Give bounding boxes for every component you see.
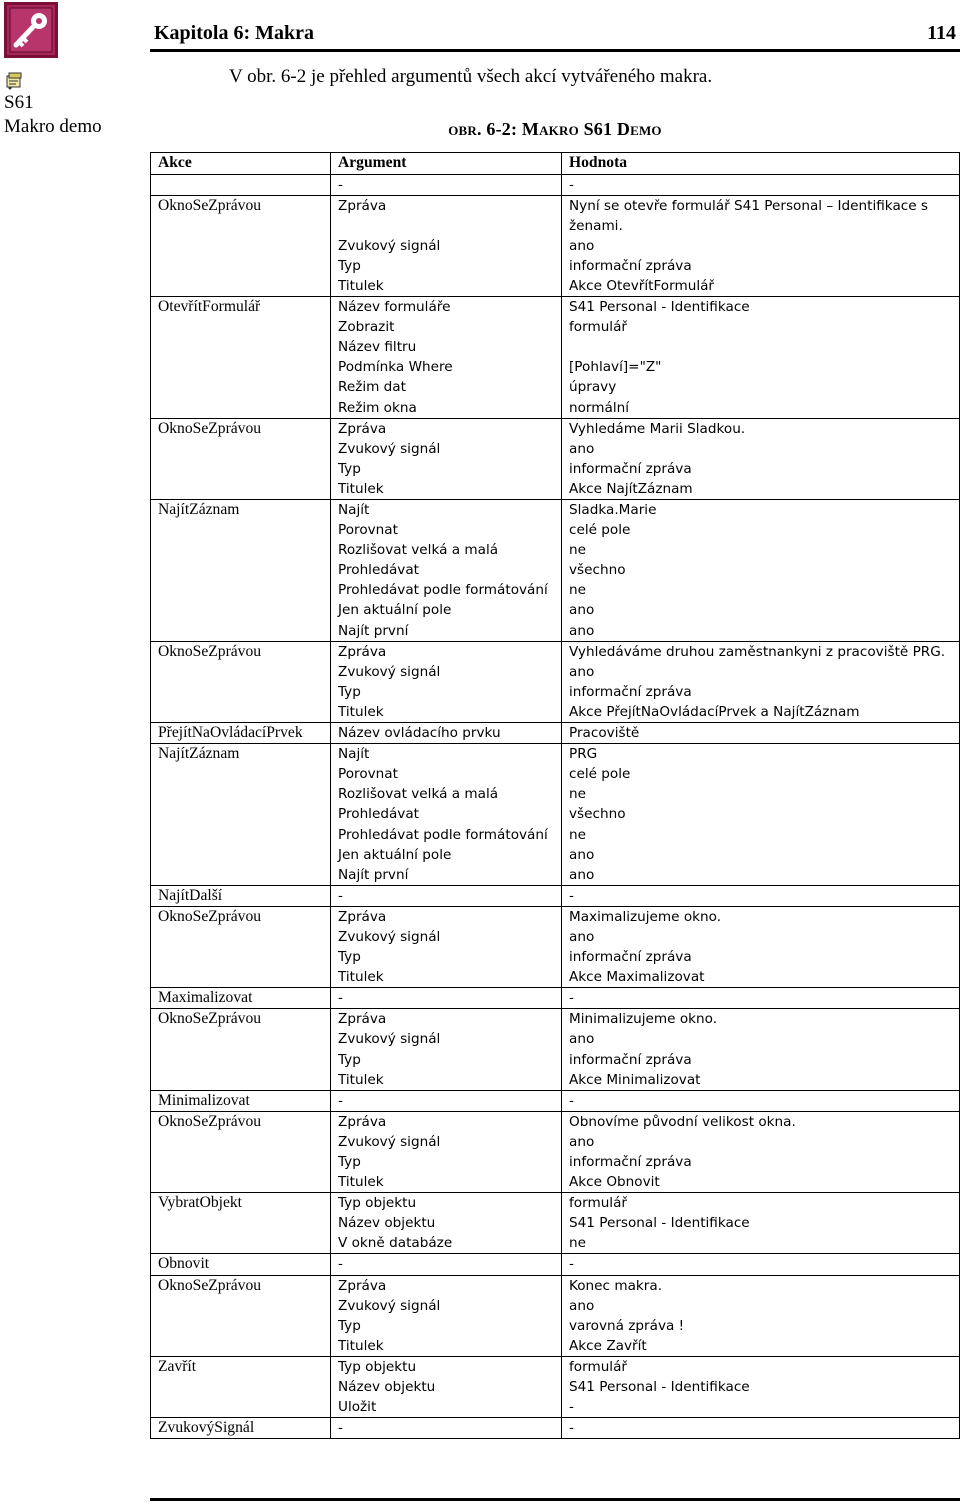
value-line: ano bbox=[569, 1031, 595, 1048]
argument-line: - bbox=[338, 1092, 343, 1109]
value-line: úpravy bbox=[569, 379, 617, 396]
action-name: OknoSeZprávou bbox=[158, 907, 262, 925]
table-row bbox=[151, 1356, 960, 1417]
cell-arguments bbox=[331, 1254, 562, 1275]
cell-values bbox=[562, 195, 960, 296]
cell-arguments bbox=[331, 1090, 562, 1111]
value-line: Akce PřejítNaOvládacíPrvek a NajítZáznam bbox=[569, 703, 860, 720]
argument-line: Zvukový signál bbox=[338, 1133, 441, 1150]
cell-action bbox=[151, 1193, 331, 1254]
table-row bbox=[151, 500, 960, 642]
argument-line: Zpráva bbox=[338, 197, 387, 214]
argument-line: Titulek bbox=[338, 1337, 384, 1354]
value-line: ano bbox=[569, 846, 595, 863]
value-line: ne bbox=[569, 786, 586, 803]
argument-line: Najít první bbox=[338, 866, 409, 883]
cell-action bbox=[151, 1254, 331, 1275]
argument-line: Režim dat bbox=[338, 379, 406, 396]
value-line bbox=[569, 337, 959, 357]
argument-line: - bbox=[338, 1256, 343, 1273]
value-line: Akce OtevřítFormulář bbox=[569, 277, 715, 294]
argument-line: Typ bbox=[338, 257, 361, 274]
action-name: PřejítNaOvládacíPrvek bbox=[158, 724, 303, 742]
argument-line: Titulek bbox=[338, 969, 384, 986]
argument-line: Zobrazit bbox=[338, 319, 395, 336]
value-line: Akce Obnovit bbox=[569, 1174, 660, 1191]
cell-arguments bbox=[331, 195, 562, 296]
table-row bbox=[151, 1254, 960, 1275]
value-line: ano bbox=[569, 1133, 595, 1150]
argument-line: Porovnat bbox=[338, 766, 398, 783]
argument-line: Zpráva bbox=[338, 1277, 387, 1294]
header-hodnota: Hodnota bbox=[562, 153, 960, 175]
cell-arguments bbox=[331, 500, 562, 642]
table-row bbox=[151, 418, 960, 499]
cell-values bbox=[562, 1275, 960, 1356]
cell-values bbox=[562, 723, 960, 744]
cell-values bbox=[562, 906, 960, 987]
argument-line: - bbox=[338, 887, 343, 904]
value-line: - bbox=[569, 176, 574, 193]
cell-values bbox=[562, 1111, 960, 1192]
cell-values bbox=[562, 1009, 960, 1090]
cell-arguments bbox=[331, 297, 562, 419]
value-line: ne bbox=[569, 582, 586, 599]
table-row bbox=[151, 297, 960, 419]
table-row bbox=[151, 195, 960, 296]
cell-arguments bbox=[331, 723, 562, 744]
cell-action bbox=[151, 174, 331, 195]
value-line: ano bbox=[569, 663, 595, 680]
table-row bbox=[151, 1111, 960, 1192]
argument-line: Prohledávat bbox=[338, 562, 419, 579]
argument-line: Zvukový signál bbox=[338, 440, 441, 457]
argument-line: Titulek bbox=[338, 277, 384, 294]
table-row bbox=[151, 885, 960, 906]
argument-line: Režim okna bbox=[338, 399, 417, 416]
value-line: Akce Maximalizovat bbox=[569, 969, 705, 986]
value-line: ano bbox=[569, 1297, 595, 1314]
value-line: informační zpráva bbox=[569, 1051, 692, 1068]
argument-line: Najít první bbox=[338, 622, 409, 639]
cell-values bbox=[562, 1254, 960, 1275]
argument-line: Rozlišovat velká a malá bbox=[338, 786, 499, 803]
cell-action bbox=[151, 723, 331, 744]
argument-line: Jen aktuální pole bbox=[338, 846, 452, 863]
table-row bbox=[151, 174, 960, 195]
argument-line: Zpráva bbox=[338, 643, 387, 660]
cell-values bbox=[562, 1418, 960, 1439]
cell-values bbox=[562, 1356, 960, 1417]
value-line: ano bbox=[569, 440, 595, 457]
value-line: ano bbox=[569, 928, 595, 945]
cell-action bbox=[151, 641, 331, 722]
value-line: formulář bbox=[569, 1358, 628, 1375]
value-line: Sladka.Marie bbox=[569, 502, 657, 518]
value-line: normální bbox=[569, 399, 630, 416]
cell-action bbox=[151, 1111, 331, 1192]
value-line: S41 Personal - Identifikace bbox=[569, 1215, 750, 1232]
cell-values bbox=[562, 174, 960, 195]
action-name: ZvukovýSignál bbox=[158, 1419, 255, 1437]
value-line: celé pole bbox=[569, 766, 631, 783]
table-row bbox=[151, 1418, 960, 1439]
argument-line: Titulek bbox=[338, 1174, 384, 1191]
argument-line: Typ bbox=[338, 1051, 361, 1068]
argument-line: V okně databáze bbox=[338, 1235, 453, 1252]
value-line: S41 Personal - Identifikace bbox=[569, 1379, 750, 1396]
chapter-title: Kapitola 6: Makra bbox=[154, 22, 314, 44]
value-line: Maximalizujeme okno. bbox=[569, 908, 722, 925]
value-line: - bbox=[569, 1420, 574, 1437]
cell-action bbox=[151, 1090, 331, 1111]
cell-arguments bbox=[331, 744, 562, 886]
action-name: NajítDalší bbox=[158, 886, 223, 904]
value-line: Pracoviště bbox=[569, 725, 640, 742]
cell-action bbox=[151, 906, 331, 987]
table-row bbox=[151, 744, 960, 886]
argument-line: Titulek bbox=[338, 480, 384, 497]
argument-line: Jen aktuální pole bbox=[338, 602, 452, 619]
value-line: ano bbox=[569, 602, 595, 619]
argument-line: Zvukový signál bbox=[338, 928, 441, 945]
value-line: - bbox=[569, 1256, 574, 1273]
sidebar-name: Makro demo bbox=[4, 116, 102, 137]
macro-icon bbox=[5, 72, 23, 90]
value-line: - bbox=[569, 1092, 574, 1109]
argument-line: Zpráva bbox=[338, 908, 387, 925]
argument-line: Název objektu bbox=[338, 1215, 436, 1232]
footer-rule bbox=[150, 1498, 960, 1501]
value-line: - bbox=[569, 1399, 574, 1416]
value-line: ne bbox=[569, 542, 586, 559]
value-line: Akce Zavřít bbox=[569, 1337, 647, 1354]
argument-line: Zpráva bbox=[338, 420, 387, 437]
action-name: NajítZáznam bbox=[158, 501, 240, 518]
value-line: ano bbox=[569, 237, 595, 254]
header-rule bbox=[150, 49, 960, 52]
value-line: S41 Personal - Identifikace bbox=[569, 299, 750, 316]
argument-line: Typ bbox=[338, 1317, 361, 1334]
argument-line: Typ objektu bbox=[338, 1358, 417, 1375]
argument-line: Typ objektu bbox=[338, 1195, 417, 1212]
cell-arguments bbox=[331, 1009, 562, 1090]
value-line: ne bbox=[569, 826, 586, 843]
value-line: formulář bbox=[569, 1195, 628, 1212]
value-line: Obnovíme původní velikost okna. bbox=[569, 1113, 796, 1130]
cell-action bbox=[151, 500, 331, 642]
cell-arguments bbox=[331, 1356, 562, 1417]
cell-action bbox=[151, 297, 331, 419]
argument-line: Prohledávat podle formátování bbox=[338, 582, 548, 599]
value-line: Vyhledáváme druhou zaměstnankyni z pracoviště PRG. bbox=[569, 643, 946, 660]
cell-values bbox=[562, 744, 960, 886]
header-argument: Argument bbox=[331, 153, 562, 175]
value-line: ano bbox=[569, 622, 595, 639]
action-name: OknoSeZprávou bbox=[158, 1010, 262, 1028]
argument-line: Prohledávat bbox=[338, 806, 419, 823]
value-line: informační zpráva bbox=[569, 1154, 692, 1170]
argument-line: Typ bbox=[338, 949, 361, 966]
cell-action bbox=[151, 1418, 331, 1439]
table-header-row bbox=[151, 153, 960, 175]
action-name: OknoSeZprávou bbox=[158, 642, 262, 660]
value-line: formulář bbox=[569, 319, 628, 336]
value-line: varovná zpráva ! bbox=[569, 1317, 685, 1334]
cell-arguments bbox=[331, 174, 562, 195]
action-name: Minimalizovat bbox=[158, 1091, 250, 1109]
table-row bbox=[151, 988, 960, 1009]
value-line: - bbox=[569, 887, 574, 904]
cell-action bbox=[151, 885, 331, 906]
argument-line: Zpráva bbox=[338, 1113, 387, 1130]
argument-line: Titulek bbox=[338, 703, 384, 720]
action-name bbox=[158, 175, 330, 195]
argument-line: Název formuláře bbox=[338, 299, 451, 316]
value-line: PRG bbox=[569, 746, 598, 763]
argument-line: Najít bbox=[338, 502, 370, 518]
value-line: [Pohlaví]="Z" bbox=[569, 359, 662, 376]
cell-values bbox=[562, 1090, 960, 1111]
table-body bbox=[151, 174, 960, 1439]
value-line: všechno bbox=[569, 562, 626, 579]
action-name: VybratObjekt bbox=[158, 1194, 243, 1212]
cell-action bbox=[151, 418, 331, 499]
cell-values bbox=[562, 500, 960, 642]
argument-line: Prohledávat podle formátování bbox=[338, 826, 548, 843]
table-row bbox=[151, 641, 960, 722]
table-row bbox=[151, 906, 960, 987]
value-line: všechno bbox=[569, 806, 626, 823]
macro-arguments-table bbox=[150, 152, 960, 1439]
cell-values bbox=[562, 885, 960, 906]
intro-paragraph: V obr. 6-2 je přehled argumentů všech akcí vytvářeného makra. bbox=[229, 66, 713, 87]
sidebar-code: S61 bbox=[4, 92, 34, 113]
value-line: - bbox=[569, 990, 574, 1007]
value-line: ne bbox=[569, 1235, 586, 1252]
cell-arguments bbox=[331, 1275, 562, 1356]
argument-line: Název objektu bbox=[338, 1379, 436, 1396]
cell-values bbox=[562, 1193, 960, 1254]
value-line: informační zpráva bbox=[569, 683, 692, 700]
cell-arguments bbox=[331, 906, 562, 987]
argument-line: Zvukový signál bbox=[338, 1031, 441, 1048]
action-name: OknoSeZprávou bbox=[158, 196, 262, 214]
value-line: Akce Minimalizovat bbox=[569, 1071, 701, 1088]
argument-line: Porovnat bbox=[338, 522, 398, 539]
argument-line: Uložit bbox=[338, 1399, 377, 1416]
value-line: Minimalizujeme okno. bbox=[569, 1011, 718, 1028]
argument-line: Podmínka Where bbox=[338, 359, 453, 376]
cell-action bbox=[151, 988, 331, 1009]
table-row bbox=[151, 1009, 960, 1090]
value-line: informační zpráva bbox=[569, 257, 692, 274]
cell-arguments bbox=[331, 641, 562, 722]
argument-line: Typ bbox=[338, 1154, 361, 1170]
argument-line: Zpráva bbox=[338, 1011, 387, 1028]
argument-line: - bbox=[338, 990, 343, 1007]
argument-line: - bbox=[338, 176, 343, 193]
value-line: Vyhledáme Marii Sladkou. bbox=[569, 420, 746, 437]
cell-action bbox=[151, 1356, 331, 1417]
cell-arguments bbox=[331, 418, 562, 499]
action-name: OtevřítFormulář bbox=[158, 298, 261, 316]
argument-line: Rozlišovat velká a malá bbox=[338, 542, 499, 559]
cell-action bbox=[151, 1009, 331, 1090]
header-akce: Akce bbox=[151, 153, 331, 175]
value-line: informační zpráva bbox=[569, 949, 692, 966]
cell-values bbox=[562, 988, 960, 1009]
argument-line: Zvukový signál bbox=[338, 237, 441, 254]
table-row bbox=[151, 723, 960, 744]
value-line: Akce NajítZáznam bbox=[569, 480, 693, 497]
argument-line bbox=[338, 216, 561, 236]
table-row bbox=[151, 1090, 960, 1111]
argument-line: Název ovládacího prvku bbox=[338, 725, 501, 742]
action-name: OknoSeZprávou bbox=[158, 1112, 262, 1130]
cell-values bbox=[562, 418, 960, 499]
page-number: 114 bbox=[927, 22, 956, 44]
table-row bbox=[151, 1193, 960, 1254]
cell-arguments bbox=[331, 1418, 562, 1439]
cell-arguments bbox=[331, 1111, 562, 1192]
action-name: NajítZáznam bbox=[158, 745, 240, 763]
value-line: Konec makra. bbox=[569, 1277, 663, 1294]
value-line: ano bbox=[569, 866, 595, 883]
argument-line: Titulek bbox=[338, 1071, 384, 1088]
table-row bbox=[151, 1275, 960, 1356]
argument-line: Typ bbox=[338, 683, 361, 700]
action-name: Obnovit bbox=[158, 1255, 210, 1273]
value-line: celé pole bbox=[569, 522, 631, 539]
cell-values bbox=[562, 641, 960, 722]
argument-line: Typ bbox=[338, 460, 361, 477]
cell-arguments bbox=[331, 885, 562, 906]
value-line: informační zpráva bbox=[569, 460, 692, 477]
action-name: Maximalizovat bbox=[158, 989, 253, 1007]
argument-line: Najít bbox=[338, 746, 370, 763]
cell-values bbox=[562, 297, 960, 419]
cell-action bbox=[151, 744, 331, 886]
argument-line: Název filtru bbox=[338, 339, 417, 356]
value-line: Nyní se otevře formulář S41 Personal – Identifikace s ženami. bbox=[569, 197, 929, 234]
cell-arguments bbox=[331, 988, 562, 1009]
cell-action bbox=[151, 195, 331, 296]
argument-line: Zvukový signál bbox=[338, 663, 441, 680]
action-name: OknoSeZprávou bbox=[158, 1276, 262, 1294]
action-name: Zavřít bbox=[158, 1357, 197, 1375]
figure-caption: obr. 6-2: Makro S61 Demo bbox=[448, 119, 662, 139]
cell-action bbox=[151, 1275, 331, 1356]
argument-line: - bbox=[338, 1420, 343, 1437]
action-name: OknoSeZprávou bbox=[158, 419, 262, 437]
access-key-logo-icon bbox=[4, 2, 58, 58]
cell-arguments bbox=[331, 1193, 562, 1254]
argument-line: Zvukový signál bbox=[338, 1297, 441, 1314]
